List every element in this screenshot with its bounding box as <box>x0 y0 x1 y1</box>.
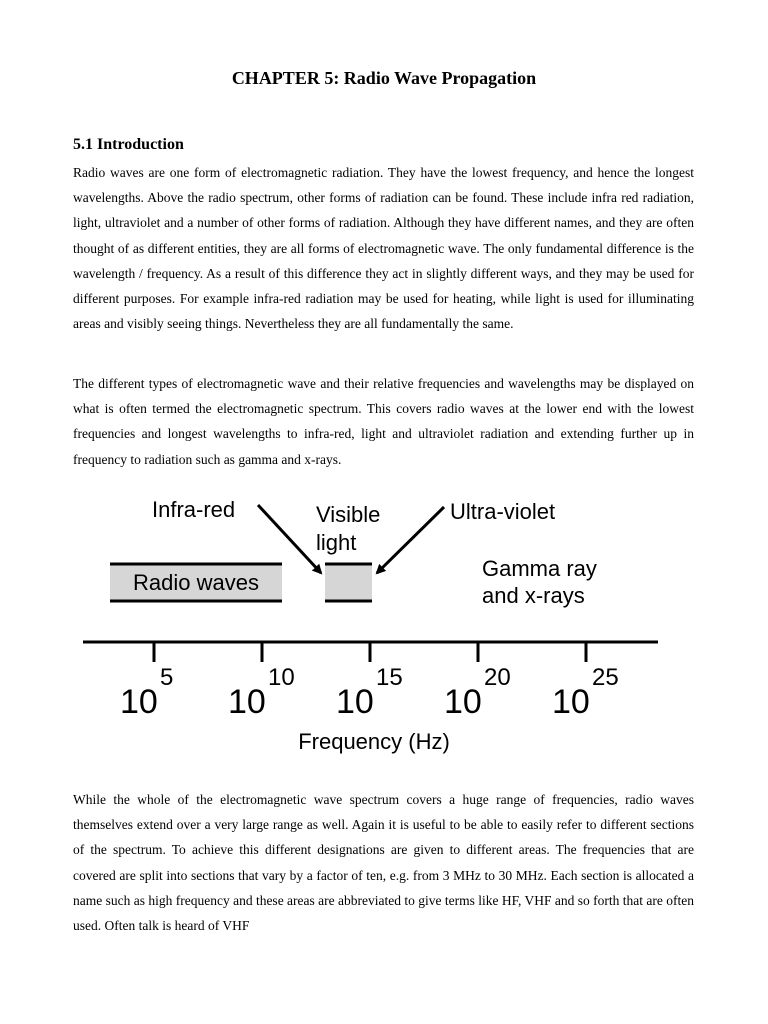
tick-label-base: 10 <box>120 683 158 721</box>
gamma-label-line2: and x-rays <box>482 583 585 608</box>
visible-light-box <box>325 564 372 601</box>
axis-ticks <box>120 642 619 721</box>
gamma-label-line1: Gamma ray <box>482 556 597 581</box>
paragraph-3: While the whole of the electromagnetic wave spectrum covers a huge range of frequencies, radio waves themselves extend over a very large range as well. Again it is useful to be able to easily refer to different sections of the spectrum. To achieve this different designations are given to different areas. The frequencies that are covered are split into sections that vary by a factor of ten, e.g. from 3 MHz to 30 MHz. Each section is allocated a name such as high frequency and these areas are abbreviated to give terms like HF, VHF and so forth that are often used. Often talk is heard of VHF <box>73 792 694 934</box>
tick-label-base: 10 <box>228 683 266 721</box>
radio-waves-label: Radio waves <box>133 570 259 595</box>
axis-label: Frequency (Hz) <box>298 729 450 754</box>
section-heading: 5.1 Introduction <box>73 136 184 153</box>
infra-red-label: Infra-red <box>152 497 236 522</box>
ultra-violet-label: Ultra-violet <box>450 499 556 524</box>
tick-label-exponent: 10 <box>268 664 295 691</box>
tick-label-exponent: 5 <box>160 664 174 691</box>
paragraph-1: Radio waves are one form of electromagnetic radiation. They have the lowest frequency, and hence the longest wavelengths. Above the radio spectrum, other forms of radiation can be found. These include infra red radiation, light, ultraviolet and a number of other forms of radiation. Although they have different names, and they are often thought of as different entities, they are all forms of electromagnetic wave. The only fundamental difference is the wavelength / frequency. As a result of this difference they act in slightly different ways, and they may be used for different purposes. For example infra-red radiation may be used for heating, while light is used for illuminating areas and visibly seeing things. Nevertheless they are all fundamentally the same. <box>73 165 694 332</box>
visible-label-line2: light <box>316 530 357 555</box>
tick-label-base: 10 <box>444 683 482 721</box>
visible-label-line1: Visible <box>316 502 381 527</box>
tick-label-exponent: 25 <box>592 664 619 691</box>
tick-label-exponent: 20 <box>484 664 511 691</box>
ultra-violet-arrow <box>377 507 444 573</box>
em-spectrum-figure <box>70 485 670 765</box>
tick-label-base: 10 <box>336 683 374 721</box>
tick-label-exponent: 15 <box>376 664 403 691</box>
tick-label-base: 10 <box>552 683 590 721</box>
chapter-title: CHAPTER 5: Radio Wave Propagation <box>231 68 537 88</box>
paragraph-2: The different types of electromagnetic wave and their relative frequencies and wavelengths may be displayed on what is often termed the electromagnetic spectrum. This covers radio waves at the lower end with the lowest frequencies and longest wavelengths to infra-red, light and ultraviolet radiation and extending further up in frequency to radiation such as gamma and x-rays. <box>73 376 694 467</box>
